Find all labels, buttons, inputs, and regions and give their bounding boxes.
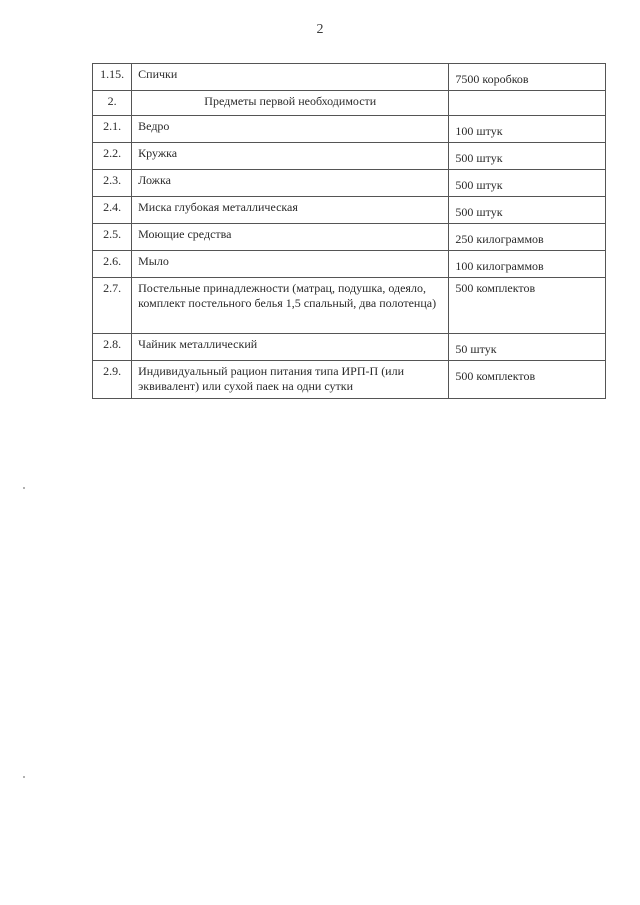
row-number: 2.2. <box>93 143 132 170</box>
item-name: Постельные принадлежности (матрац, подушка, одеяло, комплект постельного белья 1,5 спальный, два полотенца) <box>132 278 449 334</box>
item-quantity: 500 комплектов <box>449 278 606 334</box>
item-quantity: 500 комплектов <box>449 361 606 399</box>
item-quantity: 50 штук <box>449 334 606 361</box>
row-number: 1.15. <box>93 64 132 91</box>
table-row <box>93 116 606 143</box>
section-heading: Предметы первой необходимости <box>132 91 449 116</box>
item-quantity: 500 штук <box>449 170 606 197</box>
table-row <box>93 251 606 278</box>
table-row <box>93 143 606 170</box>
item-name: Индивидуальный рацион питания типа ИРП-П (или эквивалент) или сухой паек на одни сутки <box>132 361 449 399</box>
row-number: 2.7. <box>93 278 132 334</box>
row-number: 2.8. <box>93 334 132 361</box>
table-row <box>93 224 606 251</box>
item-quantity: 500 штук <box>449 197 606 224</box>
scan-speck <box>23 776 25 778</box>
row-number: 2.5. <box>93 224 132 251</box>
item-name: Кружка <box>132 143 449 170</box>
table-row <box>93 278 606 334</box>
item-name: Чайник металлический <box>132 334 449 361</box>
scan-speck <box>23 487 25 489</box>
table-row <box>93 334 606 361</box>
item-quantity: 100 штук <box>449 116 606 143</box>
item-name: Спички <box>132 64 449 91</box>
item-name: Мыло <box>132 251 449 278</box>
row-number: 2.6. <box>93 251 132 278</box>
item-quantity: 500 штук <box>449 143 606 170</box>
table-row <box>93 91 606 116</box>
row-number: 2.1. <box>93 116 132 143</box>
item-name: Ведро <box>132 116 449 143</box>
row-number: 2.4. <box>93 197 132 224</box>
table-row <box>93 361 606 399</box>
table-row <box>93 170 606 197</box>
item-quantity: 250 килограммов <box>449 224 606 251</box>
item-quantity: 100 килограммов <box>449 251 606 278</box>
row-number: 2.3. <box>93 170 132 197</box>
item-name: Миска глубокая металлическая <box>132 197 449 224</box>
item-name: Ложка <box>132 170 449 197</box>
table-row <box>93 64 606 91</box>
supplies-table <box>92 63 606 399</box>
item-quantity: 7500 коробков <box>449 64 606 91</box>
item-quantity <box>449 91 606 116</box>
table-row <box>93 197 606 224</box>
page-number: 2 <box>316 22 324 37</box>
row-number: 2. <box>93 91 132 116</box>
item-name: Моющие средства <box>132 224 449 251</box>
row-number: 2.9. <box>93 361 132 399</box>
